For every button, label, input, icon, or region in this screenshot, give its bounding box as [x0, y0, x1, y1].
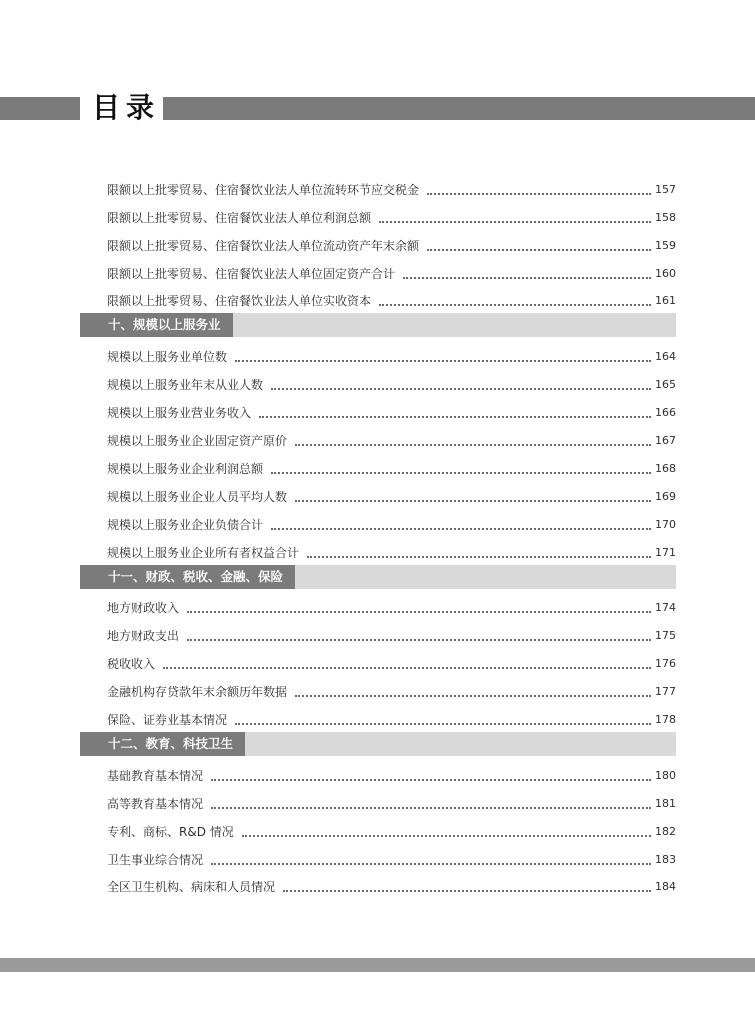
dot-leader [235, 722, 651, 725]
toc-entry-label: 地方财政支出 [107, 629, 180, 644]
dot-leader [379, 220, 651, 223]
toc-entry-page: 166 [655, 406, 676, 420]
dot-leader [271, 387, 651, 390]
dot-leader [259, 415, 651, 418]
toc-entry[interactable] [80, 367, 676, 395]
toc-entry[interactable] [80, 674, 676, 702]
toc-entry-label: 限额以上批零贸易、住宿餐饮业法人单位流动资产年末余额 [107, 238, 420, 253]
dot-leader [187, 610, 651, 613]
section-header-services [80, 313, 676, 337]
toc-entry[interactable] [80, 339, 676, 367]
toc-entry-page: 169 [655, 489, 676, 503]
section-title: 十一、财政、税收、金融、保险 [80, 565, 295, 589]
toc-entry-page: 157 [655, 182, 676, 196]
dot-leader [295, 499, 651, 502]
toc-entry[interactable] [80, 507, 676, 535]
toc-entry-label: 规模以上服务业企业所有者权益合计 [107, 545, 300, 560]
toc-entry-page: 181 [655, 796, 676, 810]
toc-entry-label: 规模以上服务业企业利润总额 [107, 461, 264, 476]
toc-entry-label: 卫生事业综合情况 [107, 852, 204, 867]
toc-entry-page: 174 [655, 601, 676, 615]
toc-entry[interactable] [80, 786, 676, 814]
toc-entry[interactable] [80, 618, 676, 646]
toc-entry-label: 限额以上批零贸易、住宿餐饮业法人单位固定资产合计 [107, 266, 396, 281]
toc-entry[interactable] [80, 479, 676, 507]
toc-entry-label: 规模以上服务业企业固定资产原价 [107, 434, 288, 449]
toc-entry[interactable] [80, 256, 676, 284]
toc-entry[interactable] [80, 284, 676, 312]
toc-entry[interactable] [80, 842, 676, 870]
page-title: 目录 [92, 91, 161, 124]
toc-entry-page: 182 [655, 824, 676, 838]
table-of-contents [80, 172, 676, 897]
section-header-education [80, 732, 676, 756]
toc-entry-label: 限额以上批零贸易、住宿餐饮业法人单位流转环节应交税金 [107, 182, 420, 197]
toc-entry-page: 177 [655, 685, 676, 699]
toc-entry[interactable] [80, 200, 676, 228]
toc-entry-page: 184 [655, 880, 676, 894]
toc-entry[interactable] [80, 702, 676, 730]
toc-entry-page: 176 [655, 657, 676, 671]
toc-entry-page: 183 [655, 852, 676, 866]
toc-entry-page: 180 [655, 768, 676, 782]
dot-leader [307, 555, 651, 558]
dot-leader [283, 889, 651, 892]
toc-entry-label: 限额以上批零贸易、住宿餐饮业法人单位实收资本 [107, 294, 372, 309]
dot-leader [379, 303, 651, 306]
dot-leader [427, 248, 651, 251]
toc-entry-label: 规模以上服务业企业负债合计 [107, 517, 264, 532]
section-title: 十、规模以上服务业 [80, 313, 233, 337]
toc-entry[interactable] [80, 646, 676, 674]
section-header-finance [80, 565, 676, 589]
toc-entry[interactable] [80, 591, 676, 619]
toc-entry-page: 159 [655, 238, 676, 252]
toc-entry-page: 165 [655, 378, 676, 392]
toc-entry[interactable] [80, 172, 676, 200]
dot-leader [403, 276, 651, 279]
toc-entry-label: 限额以上批零贸易、住宿餐饮业法人单位利润总额 [107, 210, 372, 225]
toc-entry[interactable] [80, 423, 676, 451]
toc-entry-label: 规模以上服务业单位数 [107, 350, 228, 365]
toc-entry-page: 168 [655, 461, 676, 475]
dot-leader [211, 778, 651, 781]
toc-entry-page: 175 [655, 629, 676, 643]
dot-leader [295, 694, 651, 697]
dot-leader [163, 666, 651, 669]
toc-entry-page: 158 [655, 210, 676, 224]
footer-bar [0, 958, 755, 972]
toc-entry[interactable] [80, 870, 676, 898]
toc-entry-page: 167 [655, 434, 676, 448]
toc-entry-label: 基础教育基本情况 [107, 768, 204, 783]
toc-entry[interactable] [80, 758, 676, 786]
toc-entry[interactable] [80, 535, 676, 563]
section-title: 十二、教育、科技卫生 [80, 732, 245, 756]
toc-entry-label: 金融机构存贷款年末余额历年数据 [107, 685, 288, 700]
toc-entry[interactable] [80, 228, 676, 256]
dot-leader [235, 359, 651, 362]
toc-entry[interactable] [80, 451, 676, 479]
toc-entry-label: 保险、证券业基本情况 [107, 713, 228, 728]
dot-leader [211, 862, 651, 865]
toc-entry[interactable] [80, 814, 676, 842]
toc-entry-label: 规模以上服务业企业人员平均人数 [107, 489, 288, 504]
dot-leader [271, 471, 651, 474]
toc-entry-label: 专利、商标、R&D 情况 [107, 824, 234, 839]
toc-entry-label: 全区卫生机构、病床和人员情况 [107, 880, 276, 895]
toc-entry-page: 170 [655, 517, 676, 531]
toc-entry-page: 161 [655, 294, 676, 308]
dot-leader [242, 834, 651, 837]
toc-entry-page: 178 [655, 713, 676, 727]
dot-leader [211, 806, 651, 809]
dot-leader [187, 638, 651, 641]
toc-entry-label: 规模以上服务业年末从业人数 [107, 378, 264, 393]
toc-entry-page: 160 [655, 266, 676, 280]
toc-entry-label: 地方财政收入 [107, 601, 180, 616]
dot-leader [271, 527, 651, 530]
dot-leader [295, 443, 651, 446]
toc-entry[interactable] [80, 395, 676, 423]
title-bar-right [163, 97, 755, 120]
toc-entry-label: 规模以上服务业营业务收入 [107, 406, 252, 421]
dot-leader [427, 192, 651, 195]
toc-entry-page: 164 [655, 350, 676, 364]
title-bar-left [0, 97, 80, 120]
toc-entry-label: 税收收入 [107, 657, 156, 672]
toc-entry-page: 171 [655, 545, 676, 559]
toc-entry-label: 高等教育基本情况 [107, 796, 204, 811]
